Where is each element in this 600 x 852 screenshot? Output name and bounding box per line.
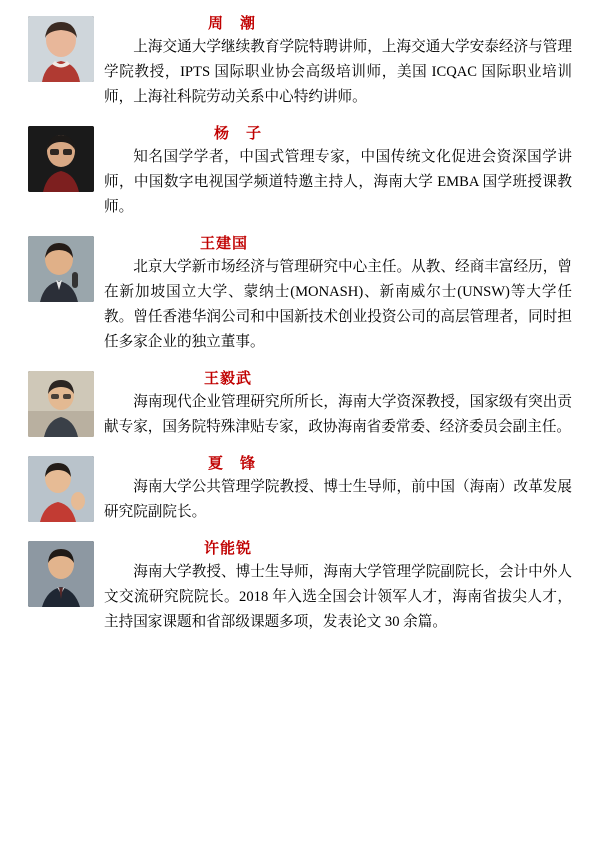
avatar [28,541,94,607]
avatar [28,126,94,192]
portrait-image [28,126,94,192]
list-item [28,454,572,525]
entry-body [104,234,572,355]
portrait-image [28,16,94,82]
portrait-image [28,236,94,302]
avatar [28,456,94,522]
entry-body [104,454,572,525]
person-description: 海南大学公共管理学院教授、博士生导师，前中国（海南）改革发展研究院副院长。 [104,479,572,520]
person-name: 周 潮 [208,16,257,32]
entry-body [104,124,572,220]
person-description: 知名国学学者，中国式管理专家，中国传统文化促进会资深国学讲师，中国数字电视国学频道特邀主持人，海南大学 EMBA 国学班授课教师。 [104,149,572,215]
portrait-image [28,541,94,607]
entry-body [104,14,572,110]
person-name: 王建国 [200,236,249,252]
avatar [28,371,94,437]
person-name: 杨 子 [214,126,263,142]
entry-body [104,369,572,440]
person-description: 北京大学新市场经济与管理研究中心主任。从教、经商丰富经历，曾在新加坡国立大学、蒙纳士(MONASH)、新南威尔士(UNSW)等大学任教。曾任香港华润公司和中国新技术创业投资公司的高层管理者，同时担任多家企业的独立董事。 [104,259,572,350]
person-name: 王毅武 [204,371,253,387]
portrait-image [28,456,94,522]
person-description: 海南大学教授、博士生导师，海南大学管理学院副院长，会计中外人文交流研究院院长。2018 年入选全国会计领军人才，海南省拔尖人才，主持国家课题和省部级课题多项，发表论文 30 余篇。 [104,564,572,630]
person-name: 许能锐 [204,541,253,557]
avatar [28,236,94,302]
person-name: 夏 锋 [208,456,257,472]
list-item [28,14,572,110]
list-item [28,124,572,220]
person-description: 海南现代企业管理研究所所长，海南大学资深教授，国家级有突出贡献专家，国务院特殊津贴专家，政协海南省委常委、经济委员会副主任。 [104,394,572,435]
portrait-image [28,371,94,437]
list-item [28,369,572,440]
person-description: 上海交通大学继续教育学院特聘讲师，上海交通大学安泰经济与管理学院教授，IPTS 国际职业协会高级培训师，美国 ICQAC 国际职业培训师，上海社科院劳动关系中心特约讲师。 [104,39,572,105]
avatar [28,16,94,82]
entry-body [104,539,572,635]
list-item [28,539,572,635]
list-item [28,234,572,355]
